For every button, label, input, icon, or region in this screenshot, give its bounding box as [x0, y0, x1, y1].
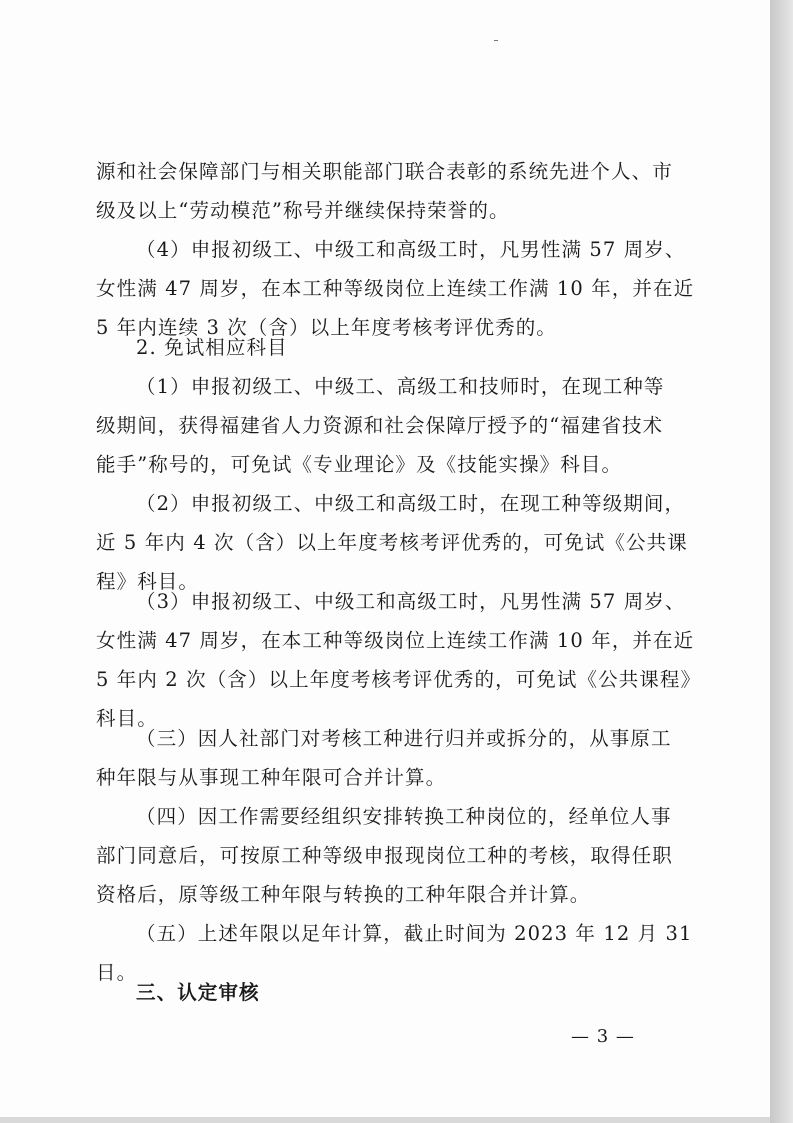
body-line-18: 种年限与从事现工种年限可合并计算。 [96, 766, 447, 789]
body-line-22: （五）上述年限以足年计算，截止时间为 2023 年 12 月 31 [136, 922, 693, 945]
page-number: — 3 — [571, 1026, 635, 1047]
body-line-17: （三）因人社部门对考核工种进行归并或拆分的，从事原工 [136, 727, 672, 750]
body-line-4: 女性满 47 周岁，在本工种等级岗位上连续工作满 10 年，并在近 [96, 277, 695, 300]
body-line-12: 程》科目。 [96, 570, 200, 593]
body-line-13: （3）申报初级工、中级工和高级工时，凡男性满 57 周岁、 [136, 590, 686, 613]
body-line-1: 源和社会保障部门与相关职能部门联合表彰的系统先进个人、市 [96, 160, 673, 183]
scan-speck [494, 40, 498, 41]
body-line-10: （2）申报初级工、中级工和高级工时，在现工种等级期间， [136, 492, 686, 515]
body-line-16: 科目。 [96, 707, 158, 730]
body-line-21: 资格后，原等级工种年限与转换的工种年限合并计算。 [96, 883, 591, 906]
body-line-14: 女性满 47 周岁，在本工种等级岗位上连续工作满 10 年，并在近 [96, 629, 695, 652]
body-line-11: 近 5 年内 4 次（含）以上年度考核考评优秀的，可免试《公共课 [96, 531, 688, 554]
section-heading: 三、认定审核 [136, 981, 260, 1004]
body-line-3: （4）申报初级工、中级工和高级工时，凡男性满 57 周岁、 [136, 238, 686, 261]
subheading-exempt-subjects: 2. 免试相应科目 [136, 336, 288, 359]
body-line-15: 5 年内 2 次（含）以上年度考核考评优秀的，可免试《公共课程》 [96, 668, 702, 691]
body-line-20: 部门同意后，可按原工种等级申报现岗位工种的考核，取得任职 [96, 844, 673, 867]
body-line-8: 级期间，获得福建省人力资源和社会保障厅授予的“福建省技术 [96, 414, 664, 437]
scan-edge [770, 0, 793, 1123]
body-line-7: （1）申报初级工、中级工、高级工和技师时，在现工种等 [136, 375, 665, 398]
body-line-5: 5 年内连续 3 次（含）以上年度考核考评优秀的。 [96, 316, 557, 339]
body-line-2: 级及以上“劳动模范”称号并继续保持荣誉的。 [96, 199, 510, 222]
body-line-23: 日。 [96, 961, 138, 984]
body-line-9: 能手”称号的，可免试《专业理论》及《技能实操》科目。 [96, 453, 623, 476]
body-line-19: （四）因工作需要经组织安排转换工种岗位的，经单位人事 [136, 805, 672, 828]
